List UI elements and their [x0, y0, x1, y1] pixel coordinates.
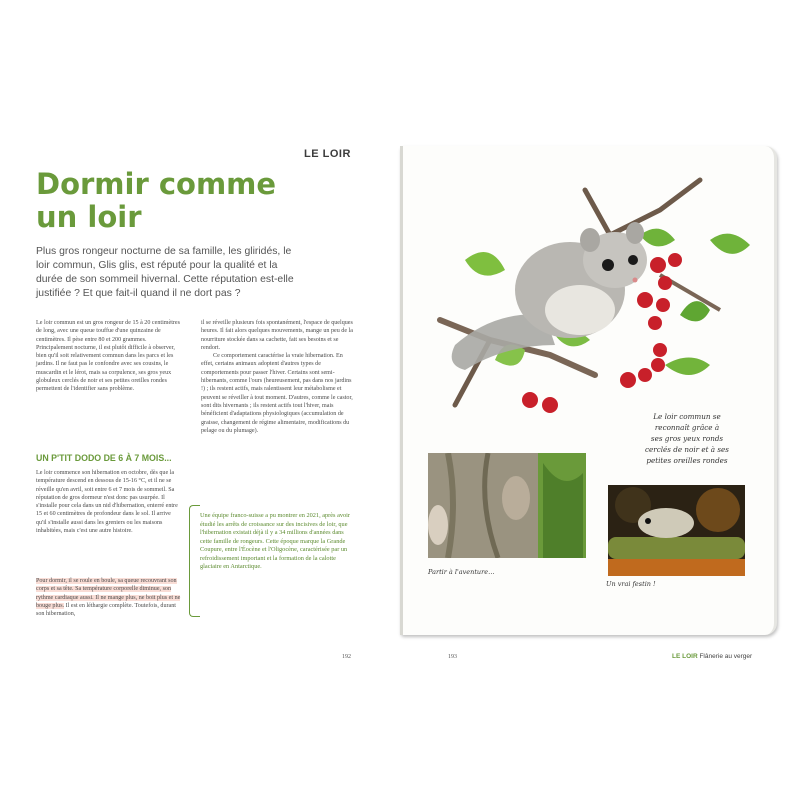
photo-dormouse-eating [608, 485, 745, 576]
paragraph-3-rest: Il est en léthargie complète. Toutefois, durant son hibernation, [36, 602, 176, 618]
sketch-caption-line: reconnaît grâce à [654, 423, 720, 432]
photo1-caption: Partir à l'aventure… [428, 568, 495, 576]
body-paragraph-2: Le loir commence son hibernation en octobre, dès que la température descend en dessous de 15-16 °C, et il ne se réveille qu'en avril, soit entre 6 et 7 mois de sommeil. Sa réputation de gros dormeur n'est donc pas usurpée. Il s'installe pour cela dans un nid d'hibernation, enterré entre 15 et 60 centimètres de profondeur dans le sol. Il arrive qu'il s'installe aussi dans les greniers ou les maisons inhabitées, mais c'est une autre histoire. [36, 470, 178, 535]
running-header: LE LOIR [304, 148, 351, 160]
col2-paragraph-1: il se réveille plusieurs fois spontanément, l'espace de quelques heures. Il fait alors quelques mouvements, mange un peu de la nourriture stockée dans sa cachette, fait ses besoins et se rendort. [201, 320, 353, 351]
sketch-caption-line: cerclés de noir et à ses [644, 445, 729, 454]
page-number-right: 193 [448, 654, 457, 660]
body-paragraph-1: Le loir commun est un gros rongeur de 15 à 20 centimètres de long, avec une queue touffue d'une quinzaine de centimètres. Il pèse entre 80 et 200 grammes. Principalement nocturne, il est plutôt difficile à observer, bien qu'il soit relativement commun dans les parcs et les jardins. Il ne faut pas le confondre avec ses cousins, le muscardin et le lérot, mais sa corpulence, ses gros yeux globuleux cerclés de noir et ses petites oreilles rondes permettent de l'identifier sans problème. [36, 320, 181, 393]
dormouse-ear [580, 228, 600, 252]
leaf [465, 252, 505, 276]
leaf [640, 229, 675, 247]
section-subheading: UN P'TIT DODO DE 6 À 7 MOIS... [36, 453, 172, 463]
dormouse-eye [602, 259, 614, 271]
leaf [710, 234, 750, 254]
footer-section-title: Flânerie au verger [699, 653, 753, 660]
running-footer [672, 653, 752, 660]
branch-top [585, 180, 700, 235]
sketchbook-spine [400, 146, 403, 635]
photo-dormouse-on-trunk [428, 453, 586, 558]
dormouse-illustration [430, 165, 760, 425]
body-column-2 [201, 319, 354, 435]
sketch-caption-line: Le loir commun se [653, 412, 721, 421]
leaf [665, 358, 710, 376]
dormouse-ear [626, 222, 644, 244]
sketch-caption-line: ses gros yeux ronds [650, 434, 724, 443]
col2-paragraph-2: Ce comportement caractérise la vraie hibernation. En effet, certains animaux adoptent d'autres types de comportements pour passer l'hiver. Certains sont semi-hibernants, comme l'ours (heureusement, pas dans nos jardins !) ; ils restent actifs, mais ralentissent leur métabolisme et peuvent se réveiller à tout moment. D'autres, comme le castor, sont dits hivernants ; ils restent actifs tout l'hiver, mais bénéficient d'adaptations physiologiques (accumulation de graisse, changement de régime alimentaire, modifications du pelage ou du plumage). [201, 353, 353, 434]
dormouse-belly [545, 285, 615, 335]
sketch-caption-line: petites oreilles rondes [646, 456, 728, 465]
leaf [680, 301, 710, 321]
callout-box: Une équipe franco-suisse a pu montrer en 2021, après avoir étudié les arrêts de croissance sur des incisives de loir, que l'hibernation existait déjà il y a 34 millions d'années dans cette famille de rongeurs. Cette époque marque la Grande Coupure, entre l'Éocène et l'Oligocène, caractérisée par un refroidissement important et la formation de la calotte glaciaire en Antarctique. [200, 512, 351, 570]
page-number-left: 192 [342, 654, 351, 660]
page-title [36, 168, 336, 234]
body-paragraph-3 [36, 577, 181, 618]
highlighted-text: Pour dormir, il se roule en boule, sa queue recouvrant son corps et sa tête. Sa température corporelle diminue, son rythme cardiaque aussi. Il ne mange plus, ne boit plus et ne bouge plus. [36, 578, 181, 609]
dormouse-eye [628, 255, 638, 265]
intro-paragraph: Plus gros rongeur nocturne de sa famille, les gliridés, le loir commun, Glis glis, est réputé pour la qualité et la durée de son sommeil hivernal. Cette réputation est-elle justifiée ? Et que fait-il quand il ne dort pas ? [36, 246, 294, 299]
footer-keyword: LE LOIR [672, 653, 698, 660]
callout-bracket [189, 505, 200, 617]
title-line-1: Dormir comme [36, 167, 277, 201]
dormouse-nose [633, 278, 638, 283]
title-line-2: un loir [36, 200, 142, 234]
sketch-caption [622, 411, 752, 466]
photo2-caption: Un vrai festin ! [606, 580, 656, 588]
